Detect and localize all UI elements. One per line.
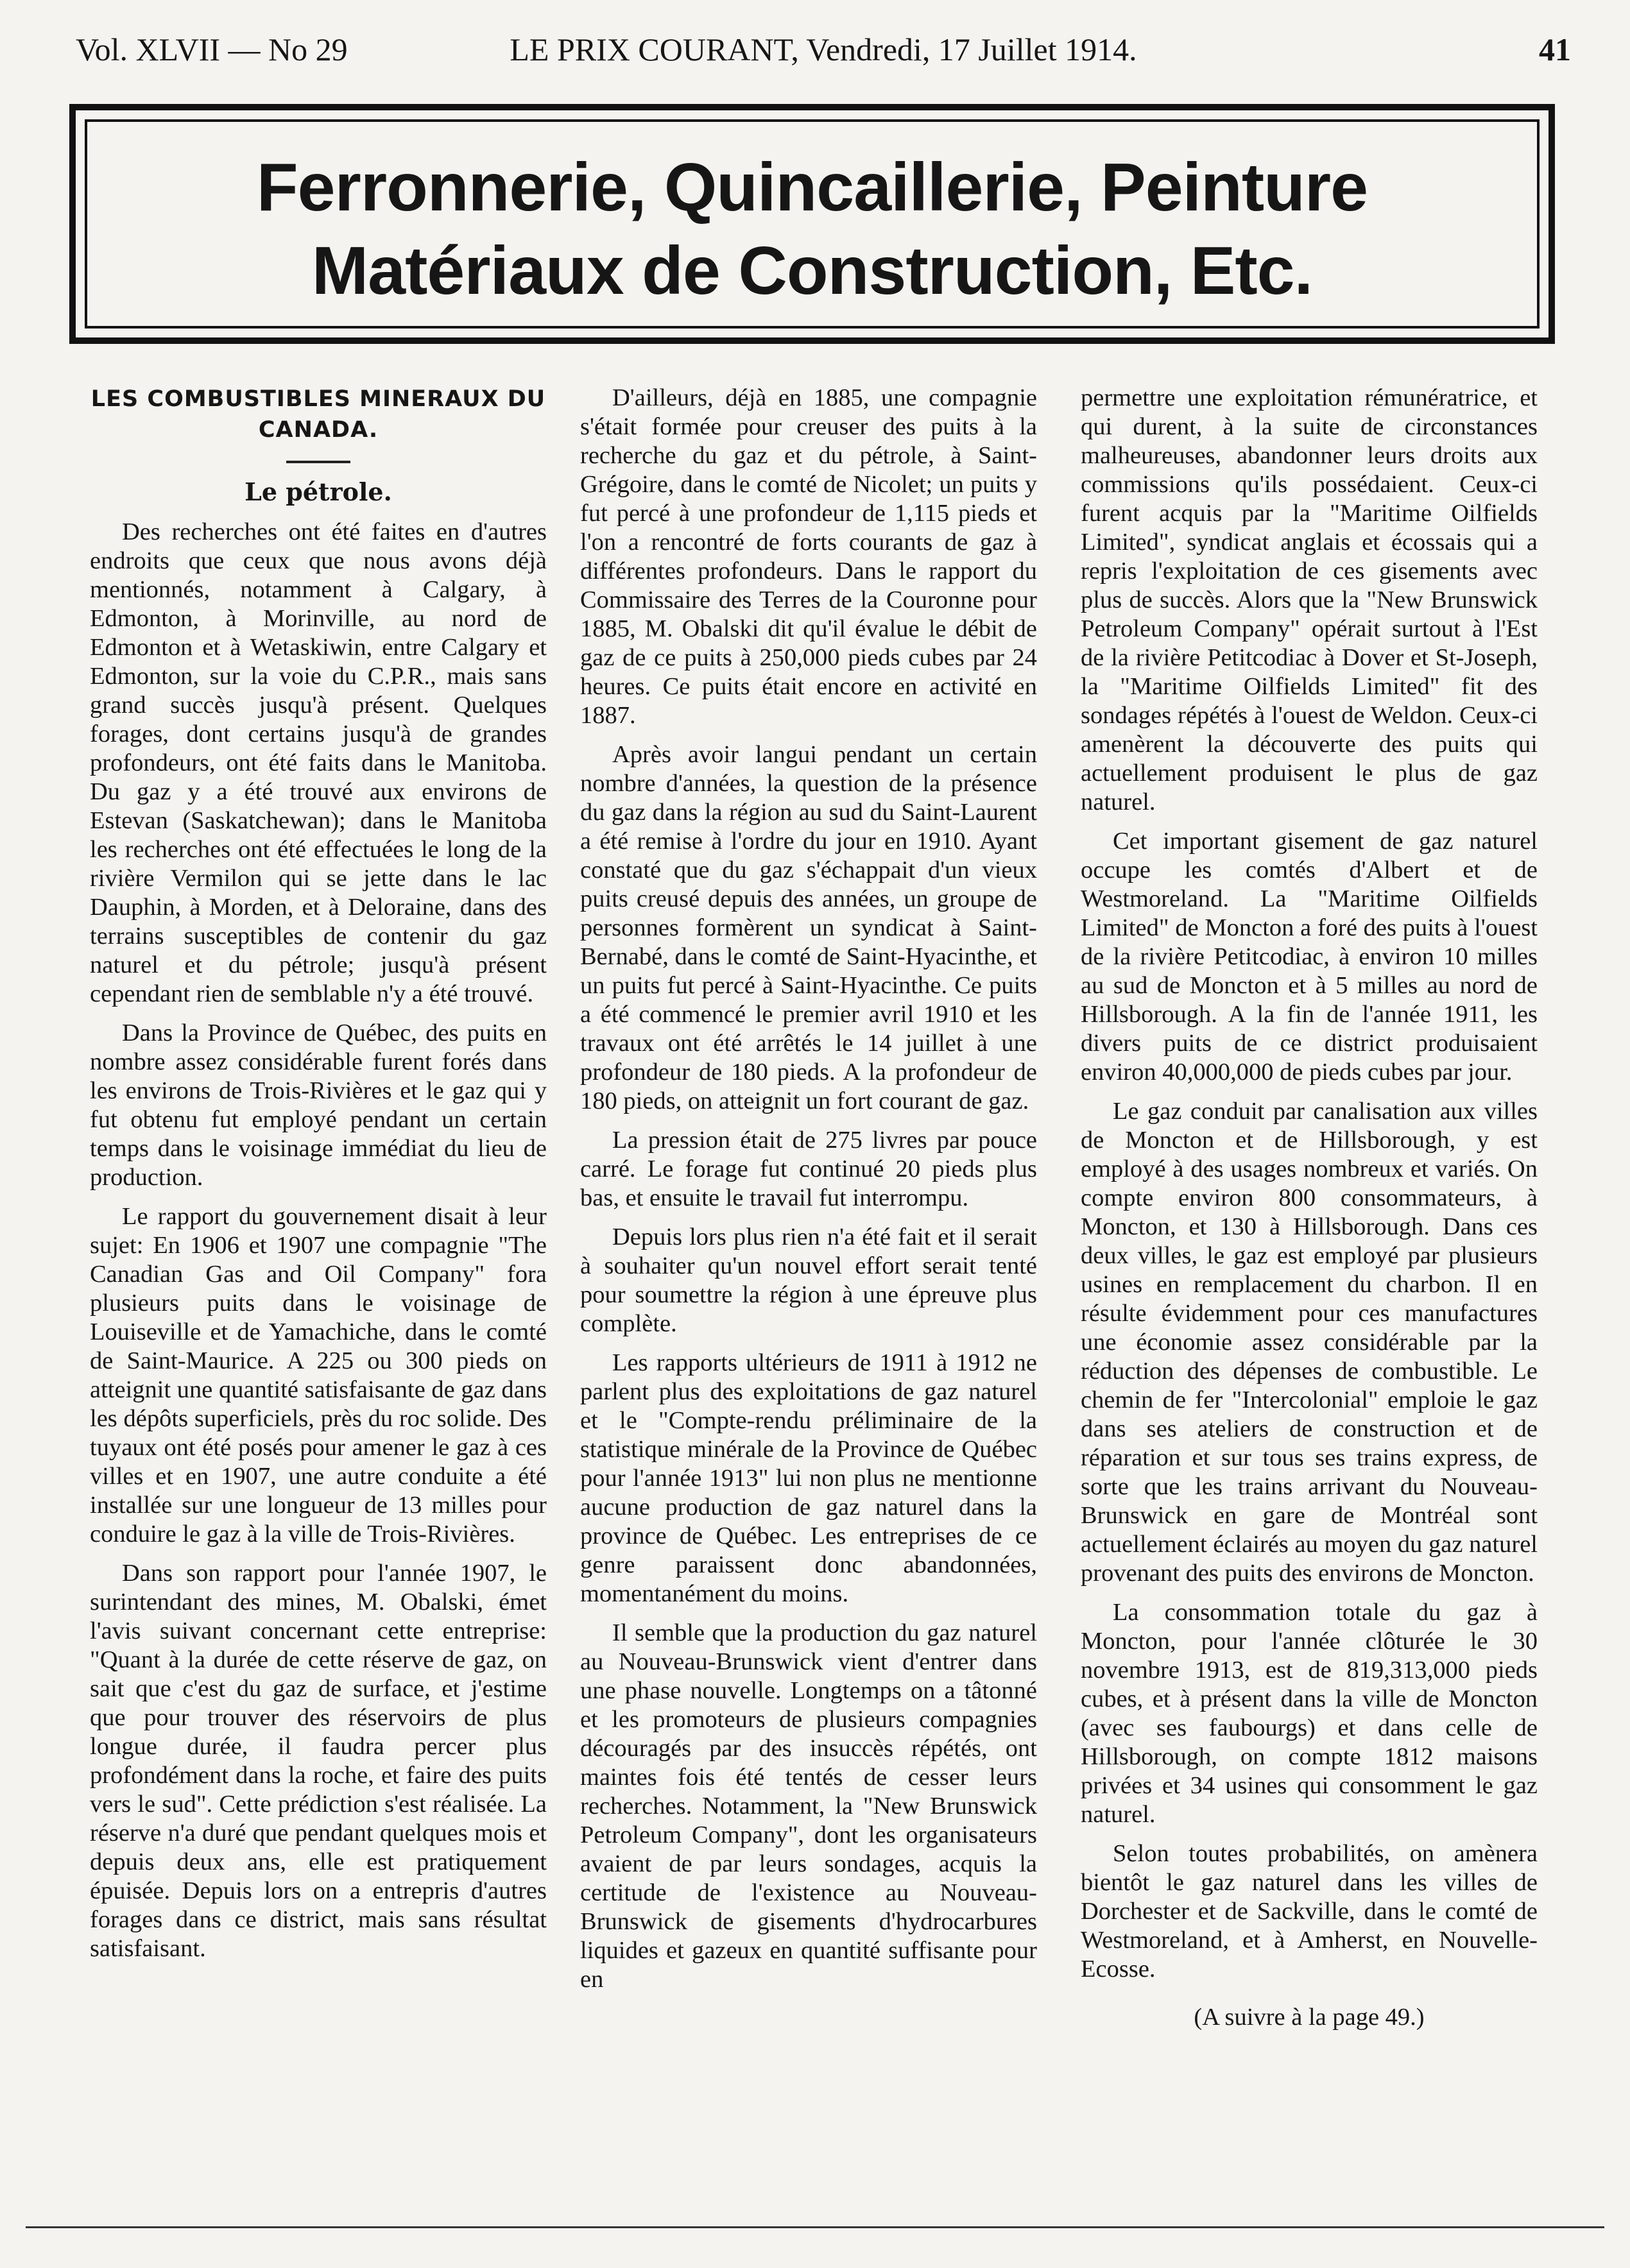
paragraph: Selon toutes probabilités, on amènera bientôt le gaz naturel dans les villes de Dorchester et de Sackville, dans le comté de Westmoreland, et à Amherst, en Nouvelle-Ecosse.	[1081, 1840, 1538, 1982]
text-column-3	[1081, 384, 1538, 2042]
page-number: 41	[1539, 31, 1571, 67]
paragraph: Dans son rapport pour l'année 1907, le surintendant des mines, M. Obalski, émet l'avis suivant concernant cette entreprise: "Quant à la durée de cette réserve de gaz, on sait que c'est du gaz de surface, et j'estime que pour trouver des réservoirs de plus longue durée, il faudra percer plus profondément dans la roche, et faire des puits vers le sud". Cette prédiction s'est réalisée. La réserve n'a duré que pendant quelques mois et depuis deux ans, elle est pratiquement épuisée. Depuis lors on a entrepris d'autres forages dans ce district, mais sans résultat satisfaisant.	[90, 1560, 547, 1962]
text-column-1	[90, 384, 547, 1974]
article-subtitle: Le pétrole.	[244, 477, 392, 506]
paragraph: La pression était de 275 livres par pouce carré. Le forage fut continué 20 pieds plus bas, et ensuite le travail fut interrompu.	[580, 1127, 1037, 1211]
article-title: LES COMBUSTIBLES MINERAUX DU CANADA.	[90, 386, 546, 443]
publication-date-line: LE PRIX COURANT, Vendredi, 17 Juillet 1914.	[510, 31, 1137, 67]
paragraph: Des recherches ont été faites en d'autres endroits que ceux que nous avons déjà mentionnés, notamment à Calgary, à Edmonton, à Morinville, au nord de Edmonton et à Wetaskiwin, entre Calgary et Edmonton, sur la voie du C.P.R., mais sans grand succès jusqu'à présent. Quelques forages, dont certains jusqu'à de grandes profondeurs, ont été faits dans le Manitoba. Du gaz y a été trouvé aux environs de Estevan (Saskatchewan); dans le Manitoba les recherches ont été effectuées le long de la rivière Vermilon qui se jette dans le lac Dauphin, à Morden, et à Deloraine, dans des terrains susceptibles de contenir du gaz naturel et du pétrole; jusqu'à présent cependant rien de semblable n'y a été trouvé.	[90, 518, 547, 1007]
paragraph: Le rapport du gouvernement disait à leur sujet: En 1906 et 1907 une compagnie "The Canadian Gas and Oil Company" fora plusieurs puits dans le voisinage de Louiseville et de Yamachiche, dans le comté de Saint-Maurice. A 225 ou 300 pieds on atteignit une quantité satisfaisante de gaz dans les dépôts superficiels, près du roc solide. Des tuyaux ont été posés pour amener le gaz à ces villes et en 1907, une autre conduite a été installée sur une longueur de 13 milles pour conduire le gaz à la ville de Trois-Rivières.	[90, 1203, 547, 1548]
paragraph: La consommation totale du gaz à Moncton, pour l'année clôturée le 30 novembre 1913, est de 819,313,000 pieds cubes, et à présent dans la ville de Moncton (avec ses faubourgs) et dans celle de Hillsborough, on compte 1812 maisons privées et 34 usines qui consomment le gaz naturel.	[1081, 1599, 1538, 1828]
bottom-rule	[26, 2226, 1604, 2228]
text-column-2	[580, 384, 1037, 2004]
paragraph: Cet important gisement de gaz naturel occupe les comtés d'Albert et de Westmoreland. La "Maritime Oilfields Limited" de Moncton a foré des puits à l'ouest de la rivière Petitcodiac, à environ 10 milles au sud de Moncton et à 5 milles au nord de Hillsborough. A la fin de l'année 1911, les divers puits de ce district produisaient environ 40,000,000 de pieds cubes par jour.	[1081, 828, 1538, 1086]
paragraph: Les rapports ultérieurs de 1911 à 1912 ne parlent plus des exploitations de gaz naturel et le "Compte-rendu préliminaire de la statistique minérale de la Province de Québec pour l'année 1913" lui non plus ne mentionne aucune production de gaz naturel dans la province de Québec. Les entreprises de ce genre paraissent donc abandonnées, momentanément du moins.	[580, 1349, 1037, 1607]
paragraph: D'ailleurs, déjà en 1885, une compagnie s'était formée pour creuser des puits à la recherche du gaz et du pétrole, à Saint-Grégoire, dans le comté de Nicolet; un puits y fut percé à une profondeur de 1,115 pieds et l'on a rencontré de forts courants de gaz à différentes profondeurs. Dans le rapport du Commissaire des Terres de la Couronne pour 1885, M. Obalski dit qu'il évalue le débit de gaz de ce puits à 250,000 pieds cubes par 24 heures. Ce puits était encore en activité en 1887.	[580, 384, 1037, 729]
continuation-note: (A suivre à la page 49.)	[1194, 2004, 1425, 2031]
running-head	[76, 24, 1571, 82]
title-rule	[286, 461, 350, 463]
volume-number: Vol. XLVII — No 29	[76, 31, 348, 67]
section-banner	[69, 104, 1555, 344]
paragraph: Après avoir langui pendant un certain nombre d'années, la question de la présence du gaz dans la région au sud du Saint-Laurent a été remise à l'ordre du jour en 1910. Ayant constaté que du gaz s'échappait d'un vieux puits creusé depuis des années, un groupe de personnes formèrent un syndicat à Saint-Bernabé, dans le comté de Saint-Hyacinthe, et un puits fut percé à Saint-Hyacinthe. Ce puits a été commencé le premier avril 1910 et les travaux ont été arrêtés le 14 juillet à une profondeur de 180 pieds. A la profondeur de 180 pieds, on atteignit un fort courant de gaz.	[580, 741, 1037, 1114]
paragraph: permettre une exploitation rémunératrice, et qui durent, à la suite de circonstances malheureuses, abandonner leurs droits aux commissions qu'ils possédaient. Ceux-ci furent acquis par la "Maritime Oilfields Limited", syndicat anglais et écossais qui a repris l'exploitation de ces gisements avec plus de succès. Alors que la "New Brunswick Petroleum Company" opérait surtout à l'Est de la rivière Petitcodiac à Dover et St-Joseph, la "Maritime Oilfields Limited" fit des sondages répétés à l'ouest de Weldon. Ceux-ci amenèrent la découverte des puits qui actuellement produisent le plus de gaz naturel.	[1081, 384, 1538, 815]
paragraph: Le gaz conduit par canalisation aux villes de Moncton et de Hillsborough, y est employé à des usages nombreux et variés. On compte environ 800 consommateurs, à Moncton, et 130 à Hillsborough. Dans ces deux villes, le gaz est employé par plusieurs usines en remplacement du charbon. Il en résulte évidemment pour ces manufactures une économie assez considérable par la réduction des dépenses de combustible. Le chemin de fer "Intercolonial" emploie le gaz dans ses ateliers de construction et de réparation et sur tous ses trains express, de sorte que les trains arrivant du Nouveau-Brunswick en gare de Montréal sont actuellement éclairés au moyen du gaz naturel provenant des puits des environs de Moncton.	[1081, 1098, 1538, 1587]
banner-title-line-2: Matériaux de Construction, Etc.	[311, 233, 1313, 309]
paragraph: Dans la Province de Québec, des puits en nombre assez considérable furent forés dans les environs de Trois-Rivières et le gaz qui y fut obtenu fut employé pendant un certain temps dans le voisinage immédiat du lieu de production.	[90, 1019, 547, 1191]
paragraph: Depuis lors plus rien n'a été fait et il serait à souhaiter qu'un nouvel effort serait tenté pour soumettre la région à une épreuve plus complète.	[580, 1224, 1037, 1337]
banner-title-line-1: Ferronnerie, Quincaillerie, Peinture	[256, 149, 1368, 225]
paragraph: Il semble que la production du gaz naturel au Nouveau-Brunswick vient d'entrer dans une phase nouvelle. Longtemps on a tâtonné et les promoteurs de plusieurs compagnies découragés par des insuccès répétés, ont maintes fois été tentés de cesser leurs recherches. Notamment, la "New Brunswick Petroleum Company", dont les organisateurs avaient de par leurs sondages, acquis la certitude de l'existence au Nouveau-Brunswick de gisements d'hydrocarbures liquides et gazeux en quantité suffisante pour en	[580, 1619, 1037, 1993]
banner-inner-frame	[85, 119, 1540, 328]
